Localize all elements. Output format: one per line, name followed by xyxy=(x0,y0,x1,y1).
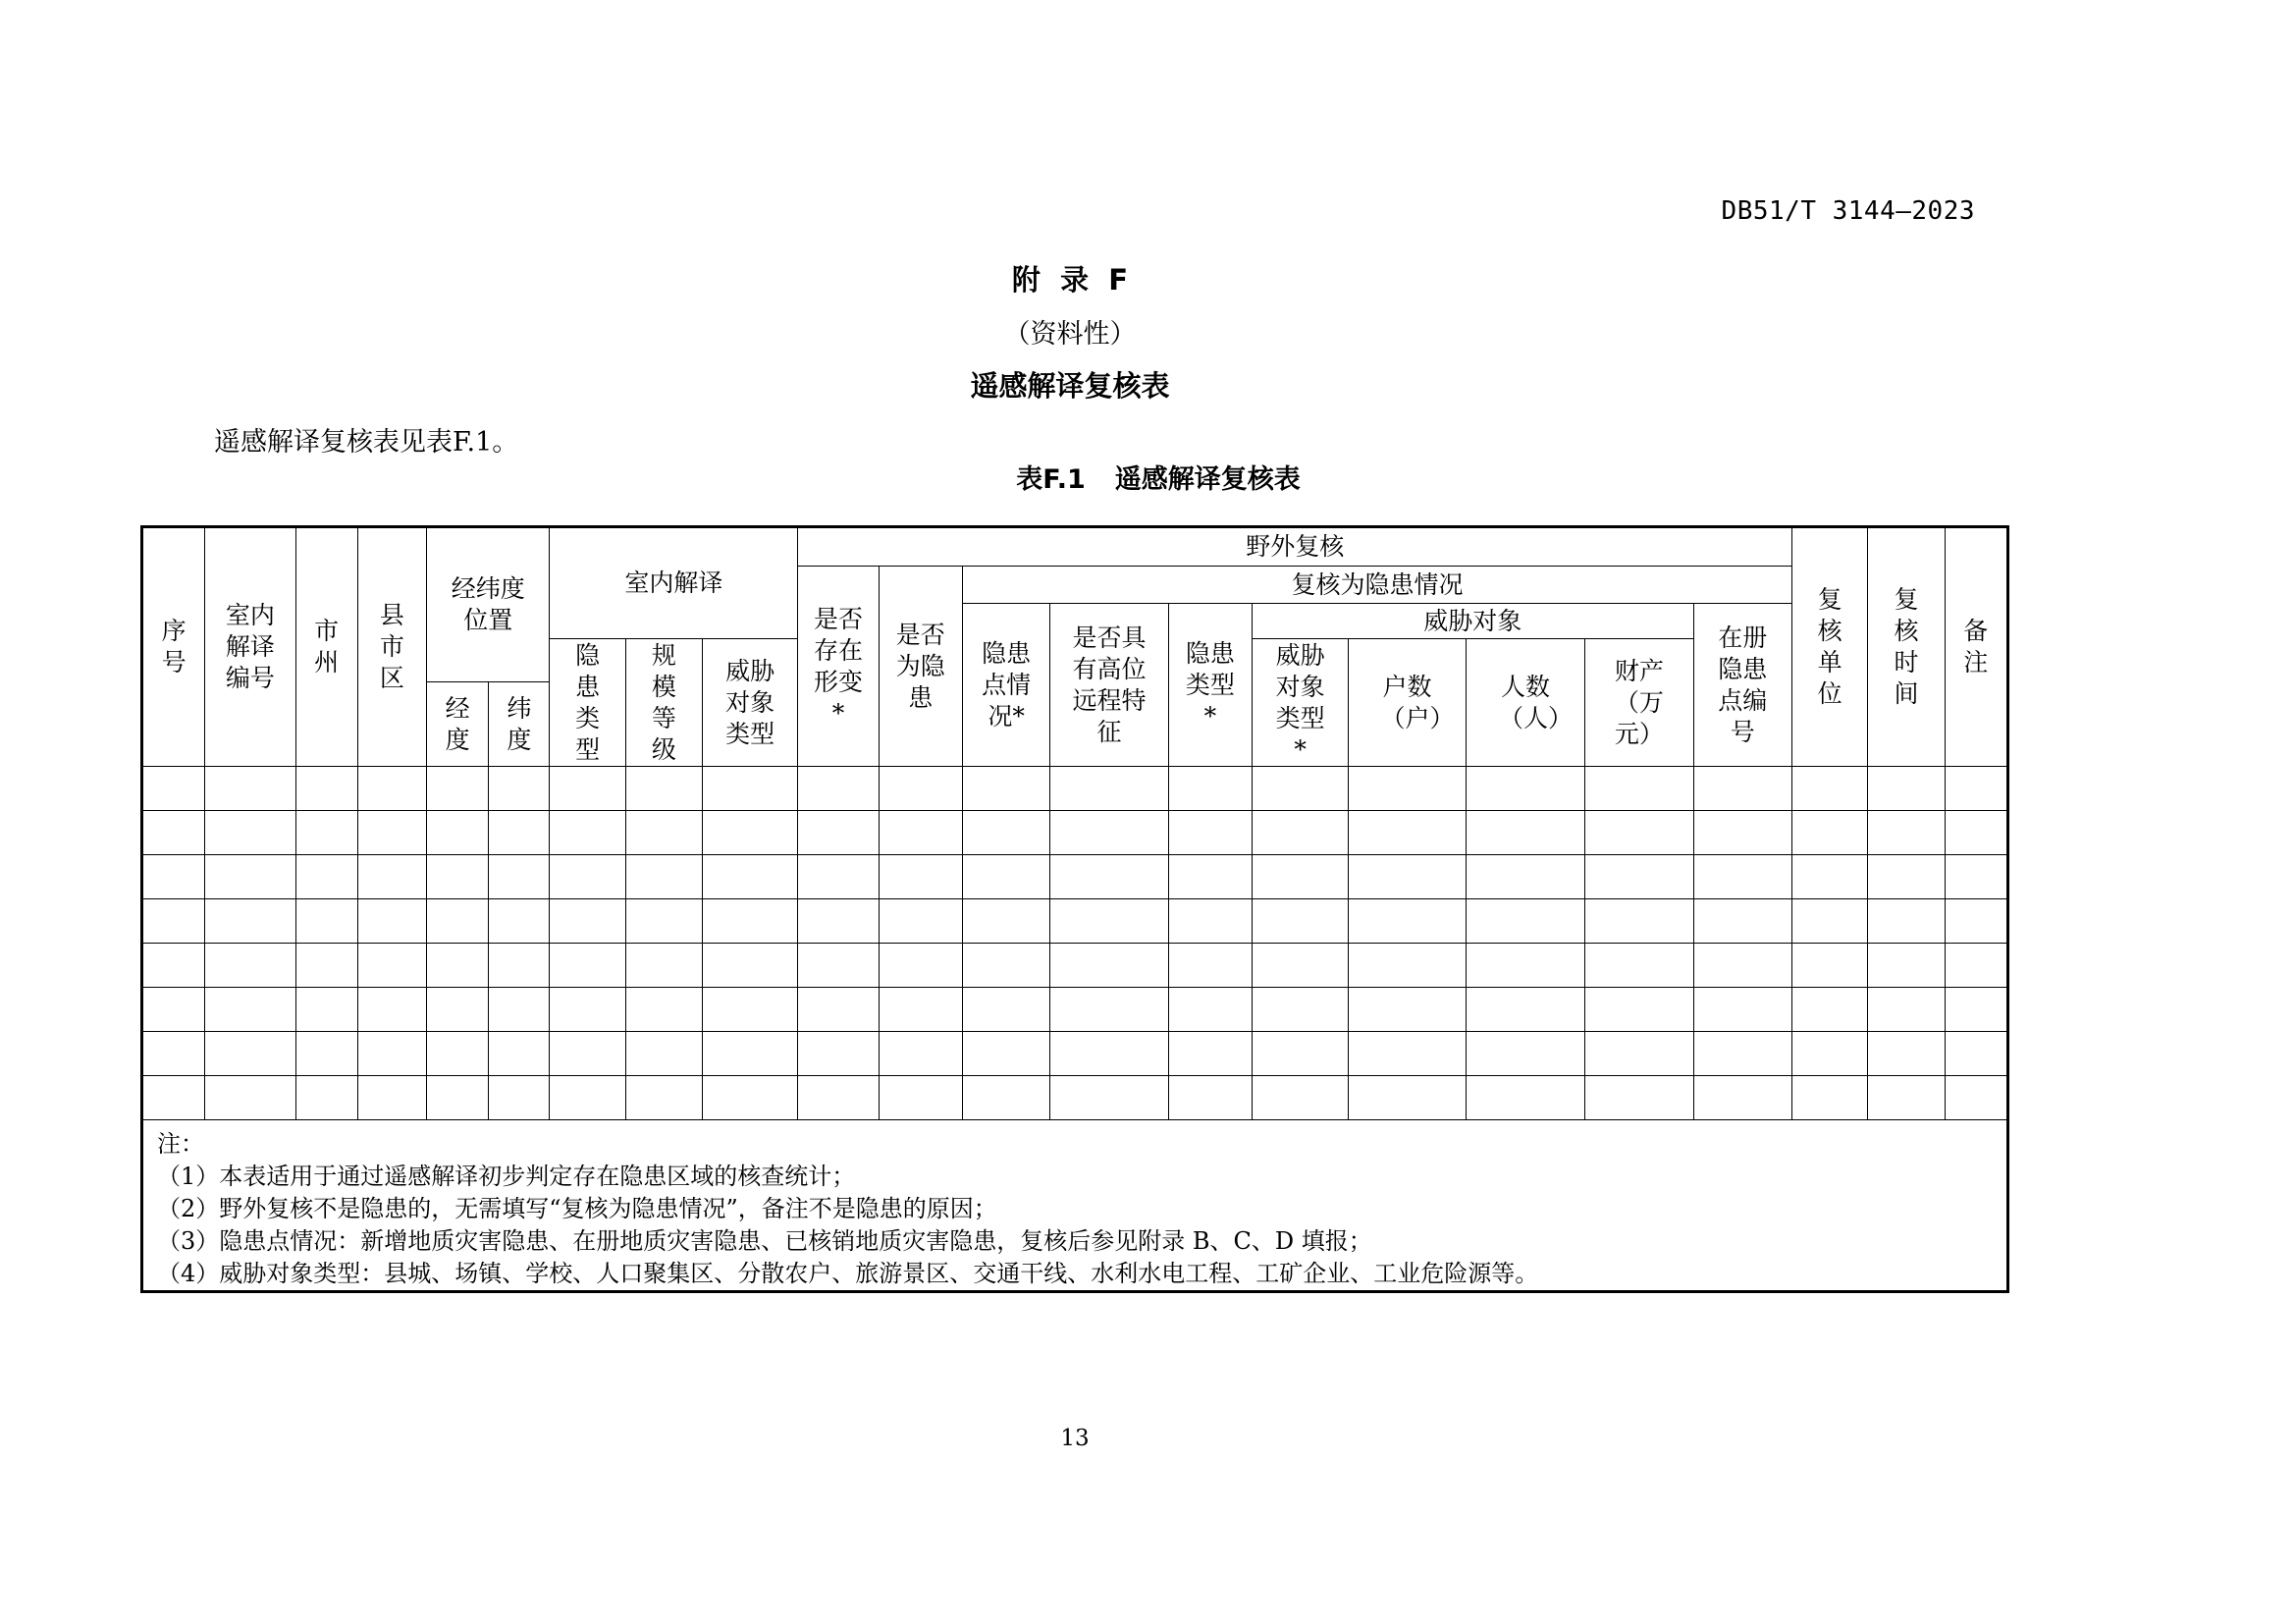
table-cell xyxy=(1050,855,1168,899)
table-cell xyxy=(1945,767,2007,811)
table-cell xyxy=(1585,855,1693,899)
table-cell xyxy=(625,944,702,988)
header-latitude: 纬度 xyxy=(489,682,550,767)
table-cell xyxy=(625,988,702,1032)
note-item: （3）隐患点情况：新增地质灾害隐患、在册地质灾害隐患、已核销地质灾害隐患，复核后参见附录 B、C、D 填报； xyxy=(157,1227,1372,1255)
table-row xyxy=(142,988,2008,1032)
table-cell xyxy=(1868,988,1945,1032)
table-cell xyxy=(962,1076,1049,1120)
table-cell xyxy=(1168,944,1252,988)
table-cell xyxy=(1253,1076,1349,1120)
table-cell xyxy=(1693,899,1791,944)
table-cell xyxy=(427,988,489,1032)
table-cell xyxy=(1792,1032,1868,1076)
table-cell xyxy=(962,855,1049,899)
table-cell xyxy=(295,899,357,944)
header-indoor-id: 室内解译编号 xyxy=(205,527,295,767)
table-cell xyxy=(142,1032,205,1076)
review-table xyxy=(140,525,2009,1293)
table-cell xyxy=(1792,944,1868,988)
table-cell xyxy=(798,811,879,855)
table-cell xyxy=(357,899,426,944)
table-cell xyxy=(798,767,879,811)
header-scale-grade: 规模等级 xyxy=(625,639,702,767)
table-cell xyxy=(205,988,295,1032)
table-cell xyxy=(1868,899,1945,944)
table-cell xyxy=(1168,1032,1252,1076)
table-cell xyxy=(962,767,1049,811)
table-cell xyxy=(427,944,489,988)
table-cell xyxy=(550,899,625,944)
table-cell xyxy=(357,1032,426,1076)
table-cell xyxy=(295,767,357,811)
table-cell xyxy=(962,988,1049,1032)
table-cell xyxy=(1868,944,1945,988)
table-cell xyxy=(1693,767,1791,811)
table-cell xyxy=(357,767,426,811)
table-cell xyxy=(1945,899,2007,944)
header-persons: 人数（人） xyxy=(1466,639,1584,767)
table-cell xyxy=(142,899,205,944)
header-review-time: 复核时间 xyxy=(1868,527,1945,767)
table-cell xyxy=(1585,1076,1693,1120)
header-longitude: 经度 xyxy=(427,682,489,767)
table-cell xyxy=(962,899,1049,944)
table-cell xyxy=(1050,899,1168,944)
table-cell xyxy=(962,944,1049,988)
table-cell xyxy=(550,988,625,1032)
table-cell xyxy=(1253,944,1349,988)
table-cell xyxy=(1693,1032,1791,1076)
appendix-nature: （资料性） xyxy=(1003,319,1137,350)
header-threat-objects: 威胁对象 xyxy=(1253,604,1694,639)
table-cell xyxy=(1585,988,1693,1032)
table-cell xyxy=(703,1032,798,1076)
table-cell xyxy=(1868,767,1945,811)
table-cell xyxy=(427,767,489,811)
table-cell xyxy=(427,855,489,899)
table-cell xyxy=(489,811,550,855)
header-high-remote-feature: 是否具有高位远程特征 xyxy=(1050,604,1168,767)
table-cell xyxy=(295,944,357,988)
table-cell xyxy=(879,811,962,855)
table-caption xyxy=(0,458,2296,496)
header-hazard-situation: 复核为隐患情况 xyxy=(962,567,1791,604)
table-cell xyxy=(1585,811,1693,855)
table-cell xyxy=(1792,855,1868,899)
table-cell xyxy=(798,899,879,944)
table-cell xyxy=(1168,1076,1252,1120)
table-cell xyxy=(1466,1032,1584,1076)
header-is-hazard: 是否为隐患 xyxy=(879,567,962,767)
table-cell xyxy=(1693,855,1791,899)
table-cell xyxy=(1466,855,1584,899)
table-cell xyxy=(879,944,962,988)
header-registered-id: 在册隐患点编号 xyxy=(1693,604,1791,767)
table-cell xyxy=(703,988,798,1032)
table-cell xyxy=(625,811,702,855)
table-cell xyxy=(1466,767,1584,811)
table-cell xyxy=(489,944,550,988)
table-cell xyxy=(550,1032,625,1076)
table-cell xyxy=(295,1076,357,1120)
table-cell xyxy=(1585,944,1693,988)
table-cell xyxy=(879,767,962,811)
header-field-hazard-type: 隐患类型* xyxy=(1168,604,1252,767)
table-cell xyxy=(142,1076,205,1120)
table-cell xyxy=(1349,811,1466,855)
table-cell xyxy=(798,1076,879,1120)
table-title: 遥感解译复核表 xyxy=(1114,464,1301,495)
table-cell xyxy=(1349,767,1466,811)
table-cell xyxy=(1253,899,1349,944)
header-hazard-type: 隐患类型 xyxy=(550,639,625,767)
table-cell xyxy=(1466,811,1584,855)
table-cell xyxy=(1945,988,2007,1032)
table-row xyxy=(142,855,2008,899)
table-cell xyxy=(1945,1076,2007,1120)
table-cell xyxy=(1585,899,1693,944)
table-row xyxy=(142,899,2008,944)
table-cell xyxy=(1945,811,2007,855)
table-cell xyxy=(427,1076,489,1120)
header-indoor-interp: 室内解译 xyxy=(550,527,798,639)
header-households: 户数（户） xyxy=(1349,639,1466,767)
table-cell xyxy=(205,811,295,855)
table-row xyxy=(142,1076,2008,1120)
table-cell xyxy=(1253,1032,1349,1076)
table-cell xyxy=(357,811,426,855)
table-cell xyxy=(1168,811,1252,855)
table-cell xyxy=(489,855,550,899)
table-cell xyxy=(1945,855,2007,899)
table-cell xyxy=(427,899,489,944)
header-is-deformation: 是否存在形变* xyxy=(798,567,879,767)
table-cell xyxy=(879,1032,962,1076)
table-cell xyxy=(205,1032,295,1076)
table-cell xyxy=(1050,988,1168,1032)
header-remarks: 备注 xyxy=(1945,527,2007,767)
header-threat-type: 威胁对象类型 xyxy=(703,639,798,767)
table-cell xyxy=(489,1032,550,1076)
header-coords: 经纬度位置 xyxy=(427,527,550,682)
header-property: 财产（万元） xyxy=(1585,639,1693,767)
table-cell xyxy=(625,855,702,899)
table-cell xyxy=(1466,1076,1584,1120)
table-cell xyxy=(879,899,962,944)
table-cell xyxy=(1792,988,1868,1032)
table-cell xyxy=(798,1032,879,1076)
table-cell xyxy=(1050,811,1168,855)
table-cell xyxy=(142,988,205,1032)
table-cell xyxy=(1050,1076,1168,1120)
page-number: 13 xyxy=(1060,1426,1090,1451)
table-cell xyxy=(703,767,798,811)
table-cell xyxy=(1693,988,1791,1032)
table-cell xyxy=(550,1076,625,1120)
appendix-name: 遥感解译复核表 xyxy=(970,369,1170,403)
table-cell xyxy=(205,899,295,944)
table-row xyxy=(142,767,2008,811)
header-hazard-point-situation: 隐患点情况* xyxy=(962,604,1049,767)
table-cell xyxy=(295,1032,357,1076)
table-cell xyxy=(1168,767,1252,811)
note-heading: 注： xyxy=(157,1130,204,1158)
table-cell xyxy=(1168,899,1252,944)
table-cell xyxy=(1253,767,1349,811)
table-cell xyxy=(879,1076,962,1120)
table-cell xyxy=(1868,811,1945,855)
table-cell xyxy=(1868,855,1945,899)
table-cell xyxy=(205,767,295,811)
table-cell xyxy=(1349,944,1466,988)
table-cell xyxy=(489,1076,550,1120)
appendix-title: 附 录 F xyxy=(1011,263,1129,297)
table-notes xyxy=(142,1120,2008,1292)
table-cell xyxy=(1466,944,1584,988)
table-cell xyxy=(427,811,489,855)
table-cell xyxy=(1693,811,1791,855)
table-cell xyxy=(205,944,295,988)
table-cell xyxy=(879,855,962,899)
table-cell xyxy=(1868,1032,1945,1076)
table-cell xyxy=(550,811,625,855)
table-cell xyxy=(1945,944,2007,988)
table-cell xyxy=(1585,1032,1693,1076)
table-cell xyxy=(489,988,550,1032)
table-cell xyxy=(1792,811,1868,855)
table-row xyxy=(142,944,2008,988)
table-cell xyxy=(1792,767,1868,811)
table-cell xyxy=(357,1076,426,1120)
table-cell xyxy=(1168,988,1252,1032)
table-cell xyxy=(703,811,798,855)
table-cell xyxy=(142,855,205,899)
table-cell xyxy=(357,988,426,1032)
table-cell xyxy=(1693,944,1791,988)
table-cell xyxy=(1349,988,1466,1032)
table-cell xyxy=(357,855,426,899)
table-cell xyxy=(489,899,550,944)
table-cell xyxy=(1693,1076,1791,1120)
table-cell xyxy=(1349,899,1466,944)
header-field-review: 野外复核 xyxy=(798,527,1792,567)
table-cell xyxy=(550,767,625,811)
table-cell xyxy=(1466,899,1584,944)
table-cell xyxy=(550,855,625,899)
table-cell xyxy=(1050,767,1168,811)
table-cell xyxy=(550,944,625,988)
note-item: （1）本表适用于通过遥感解译初步判定存在隐患区域的核查统计； xyxy=(157,1163,856,1190)
table-cell xyxy=(703,899,798,944)
table-cell xyxy=(489,767,550,811)
table-cell xyxy=(1868,1076,1945,1120)
table-cell xyxy=(703,1076,798,1120)
table-cell xyxy=(798,855,879,899)
table-cell xyxy=(879,988,962,1032)
table-cell xyxy=(205,1076,295,1120)
table-number: 表F.1 xyxy=(1016,464,1086,495)
table-cell xyxy=(1253,811,1349,855)
table-cell xyxy=(1050,944,1168,988)
table-cell xyxy=(1792,899,1868,944)
table-cell xyxy=(1349,1032,1466,1076)
intro-text: 遥感解译复核表见表F.1。 xyxy=(214,427,519,458)
header-threat-object-type: 威胁对象类型* xyxy=(1253,639,1349,767)
header-review-unit: 复核单位 xyxy=(1792,527,1868,767)
table-cell xyxy=(295,811,357,855)
note-item: （4）威胁对象类型：县城、场镇、学校、人口聚集区、分散农户、旅游景区、交通干线、水利水电工程、工矿企业、工业危险源等。 xyxy=(157,1260,1539,1287)
table-cell xyxy=(1349,855,1466,899)
table-cell xyxy=(357,944,426,988)
note-item: （2）野外复核不是隐患的，无需填写“复核为隐患情况”，备注不是隐患的原因； xyxy=(157,1195,997,1222)
header-city: 市州 xyxy=(295,527,357,767)
table-cell xyxy=(205,855,295,899)
table-cell xyxy=(1349,1076,1466,1120)
table-row xyxy=(142,1032,2008,1076)
table-cell xyxy=(962,811,1049,855)
table-cell xyxy=(142,767,205,811)
table-cell xyxy=(625,767,702,811)
table-cell xyxy=(625,1032,702,1076)
table-cell xyxy=(625,1076,702,1120)
table-cell xyxy=(625,899,702,944)
table-row xyxy=(142,811,2008,855)
table-cell xyxy=(703,855,798,899)
table-cell xyxy=(798,944,879,988)
table-cell xyxy=(295,855,357,899)
table-cell xyxy=(1792,1076,1868,1120)
table-cell xyxy=(142,811,205,855)
standard-code: DB51/T 3144—2023 xyxy=(1721,196,1975,226)
table-cell xyxy=(962,1032,1049,1076)
table-cell xyxy=(1253,988,1349,1032)
table-cell xyxy=(427,1032,489,1076)
table-cell xyxy=(1945,1032,2007,1076)
header-serial: 序号 xyxy=(142,527,205,767)
table-cell xyxy=(798,988,879,1032)
table-cell xyxy=(1168,855,1252,899)
table-cell xyxy=(1253,855,1349,899)
table-cell xyxy=(1585,767,1693,811)
table-cell xyxy=(1466,988,1584,1032)
table-cell xyxy=(703,944,798,988)
table-cell xyxy=(295,988,357,1032)
table-cell xyxy=(142,944,205,988)
header-county: 县市区 xyxy=(357,527,426,767)
table-cell xyxy=(1050,1032,1168,1076)
